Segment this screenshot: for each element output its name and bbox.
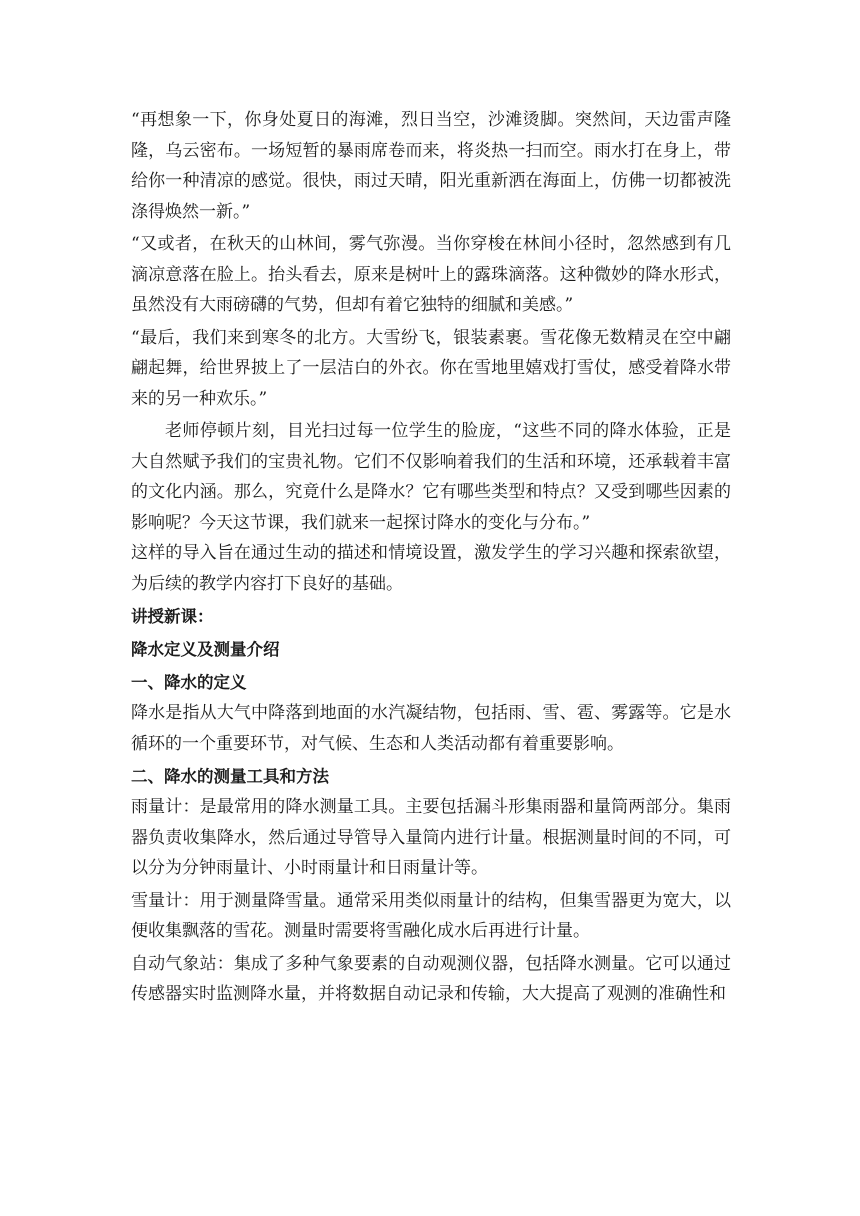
paragraph-winter-scene: “最后，我们来到寒冬的北方。大雪纷飞，银装素裹。雪花像无数精灵在空中翩翩起舞，给世界披上了一层洁白的外衣。你在雪地里嬉戏打雪仗，感受着降水带来的另一种欢乐。” [131, 327, 731, 409]
paragraph-weather-station: 自动气象站：集成了多种气象要素的自动观测仪器，包括降水测量。它可以通过传感器实时监测降水量，并将数据自动记录和传输，大大提高了观测的准确性和 [131, 953, 731, 1004]
heading-definition: 一、降水的定义 [131, 673, 247, 692]
document-page [131, 105, 731, 1010]
paragraph-intro-purpose: 这样的导入旨在通过生动的描述和情境设置，激发学生的学习兴趣和探索欲望，为后续的教学内容打下良好的基础。 [131, 543, 731, 594]
heading-measurement-tools: 二、降水的测量工具和方法 [131, 767, 329, 786]
paragraph-definition: 降水是指从大气中降落到地面的水汽凝结物，包括雨、雪、雹、雾露等。它是水循环的一个重要环节，对气候、生态和人类活动都有着重要影响。 [131, 703, 731, 754]
heading-new-lesson: 讲授新课： [131, 607, 214, 626]
paragraph-snow-gauge: 雪量计：用于测量降雪量。通常采用类似雨量计的结构，但集雪器更为宽大，以便收集飘落的雪花。测量时需要将雪融化成水后再进行计量。 [131, 890, 731, 941]
paragraph-teacher-remarks: 老师停顿片刻，目光扫过每一位学生的脸庞，“这些不同的降水体验，正是大自然赋予我们的宝贵礼物。它们不仅影响着我们的生活和环境，还承载着丰富的文化内涵。那么，究竟什么是降水？它有哪些类型和特点？又受到哪些因素的影响呢？今天这节课，我们就来一起探讨降水的变化与分布。” [131, 421, 731, 533]
paragraph-autumn-scene: “又或者，在秋天的山林间，雾气弥漫。当你穿梭在林间小径时，忽然感到有几滴凉意落在脸上。抬头看去，原来是树叶上的露珠滴落。这种微妙的降水形式，虽然没有大雨磅礴的气势，但却有着它独特的细腻和美感。” [131, 234, 731, 315]
paragraph-beach-scene: “再想象一下，你身处夏日的海滩，烈日当空，沙滩烫脚。突然间，天边雷声隆隆，乌云密布。一场短暂的暴雨席卷而来，将炎热一扫而空。雨水打在身上，带给你一种清凉的感觉。很快，雨过天晴，阳光重新洒在海面上，仿佛一切都被洗涤得焕然一新。” [131, 110, 731, 222]
paragraph-rain-gauge: 雨量计：是最常用的降水测量工具。主要包括漏斗形集雨器和量筒两部分。集雨器负责收集降水，然后通过导管导入量筒内进行计量。根据测量时间的不同，可以分为分钟雨量计、小时雨量计和日雨量计等。 [131, 797, 731, 878]
heading-precipitation-definition-measurement: 降水定义及测量介绍 [131, 640, 280, 659]
